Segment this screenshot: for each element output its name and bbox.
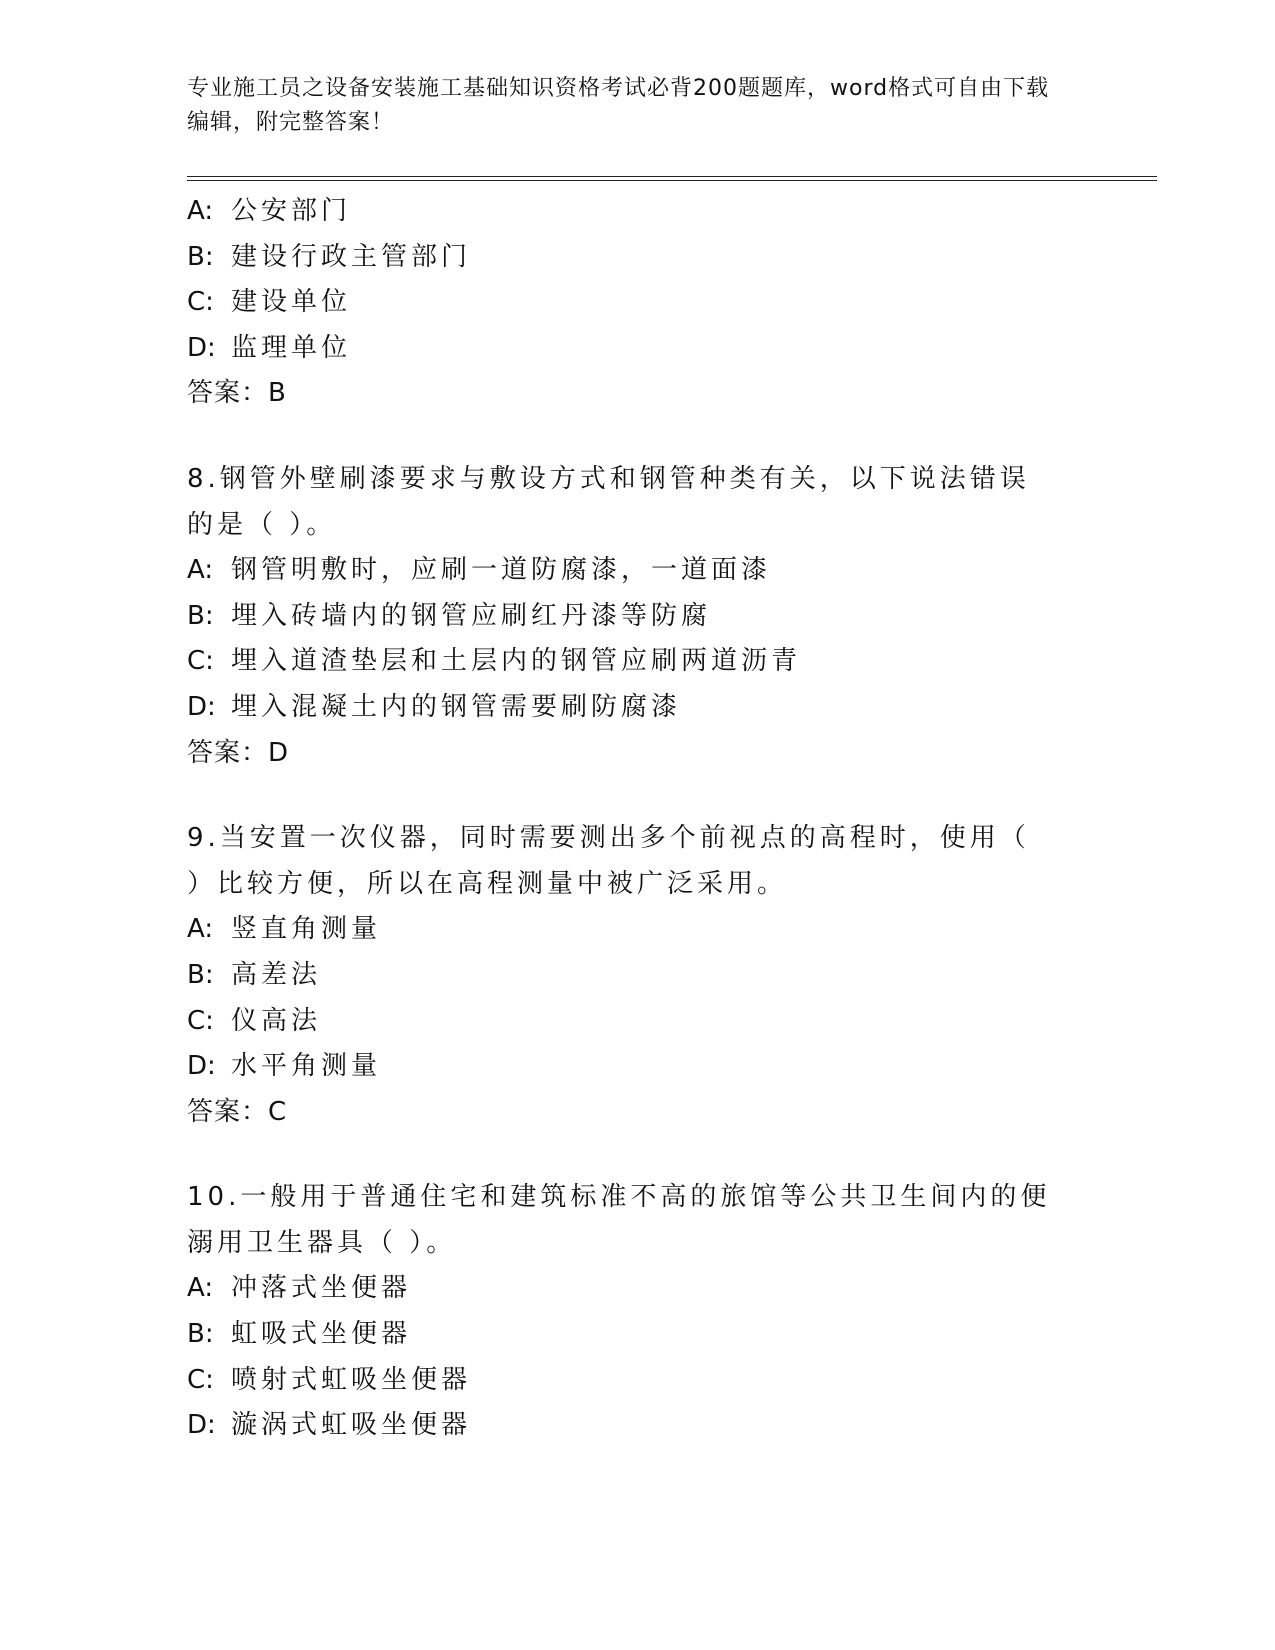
option-a: A: 竖直角测量 (187, 914, 382, 945)
partial-question (187, 189, 1157, 417)
answer: 答案：C (187, 1096, 288, 1127)
question-text: 9.当安置一次仪器，同时需要测出多个前视点的高程时，使用（ ）比较方便，所以在高程测量中被广泛采用。 (187, 823, 1030, 899)
option-a: A: 公安部门 (187, 196, 352, 226)
option-c: C: 喷射式虹吸坐便器 (187, 1364, 472, 1395)
option-b: B: 高差法 (187, 959, 322, 990)
header-divider (187, 176, 1157, 181)
answer: 答案：D (187, 737, 290, 768)
question-text: 8.钢管外壁刷漆要求与敷设方式和钢管种类有关，以下说法错误的是（ ）。 (187, 463, 1030, 540)
header-note: 专业施工员之设备安装施工基础知识资格考试必背200题题库，word格式可自由下载编辑，附完整答案！ (187, 76, 1050, 135)
option-a: A: 冲落式坐便器 (187, 1273, 412, 1304)
option-d: D: 监理单位 (187, 332, 352, 363)
answer: 答案：B (187, 378, 287, 409)
question-9 (187, 816, 1157, 1135)
document-page (187, 0, 1157, 1449)
option-a: A: 钢管明敷时，应刷一道防腐漆，一道面漆 (187, 555, 772, 586)
question-8 (187, 457, 1157, 776)
option-d: D: 埋入混凝土内的钢管需要刷防腐漆 (187, 691, 682, 722)
option-c: C: 仪高法 (187, 1005, 322, 1036)
question-10 (187, 1175, 1157, 1449)
option-b: B: 虹吸式坐便器 (187, 1319, 412, 1350)
option-d: D: 漩涡式虹吸坐便器 (187, 1410, 472, 1441)
option-d: D: 水平角测量 (187, 1051, 382, 1082)
option-b: B: 埋入砖墙内的钢管应刷红丹漆等防腐 (187, 600, 712, 631)
question-text: 10.一般用于普通住宅和建筑标准不高的旅馆等公共卫生间内的便溺用卫生器具（ ）。 (187, 1182, 1051, 1258)
option-b: B: 建设行政主管部门 (187, 241, 472, 272)
option-c: C: 埋入道渣垫层和土层内的钢管应刷两道沥青 (187, 646, 802, 677)
option-c: C: 建设单位 (187, 287, 352, 318)
